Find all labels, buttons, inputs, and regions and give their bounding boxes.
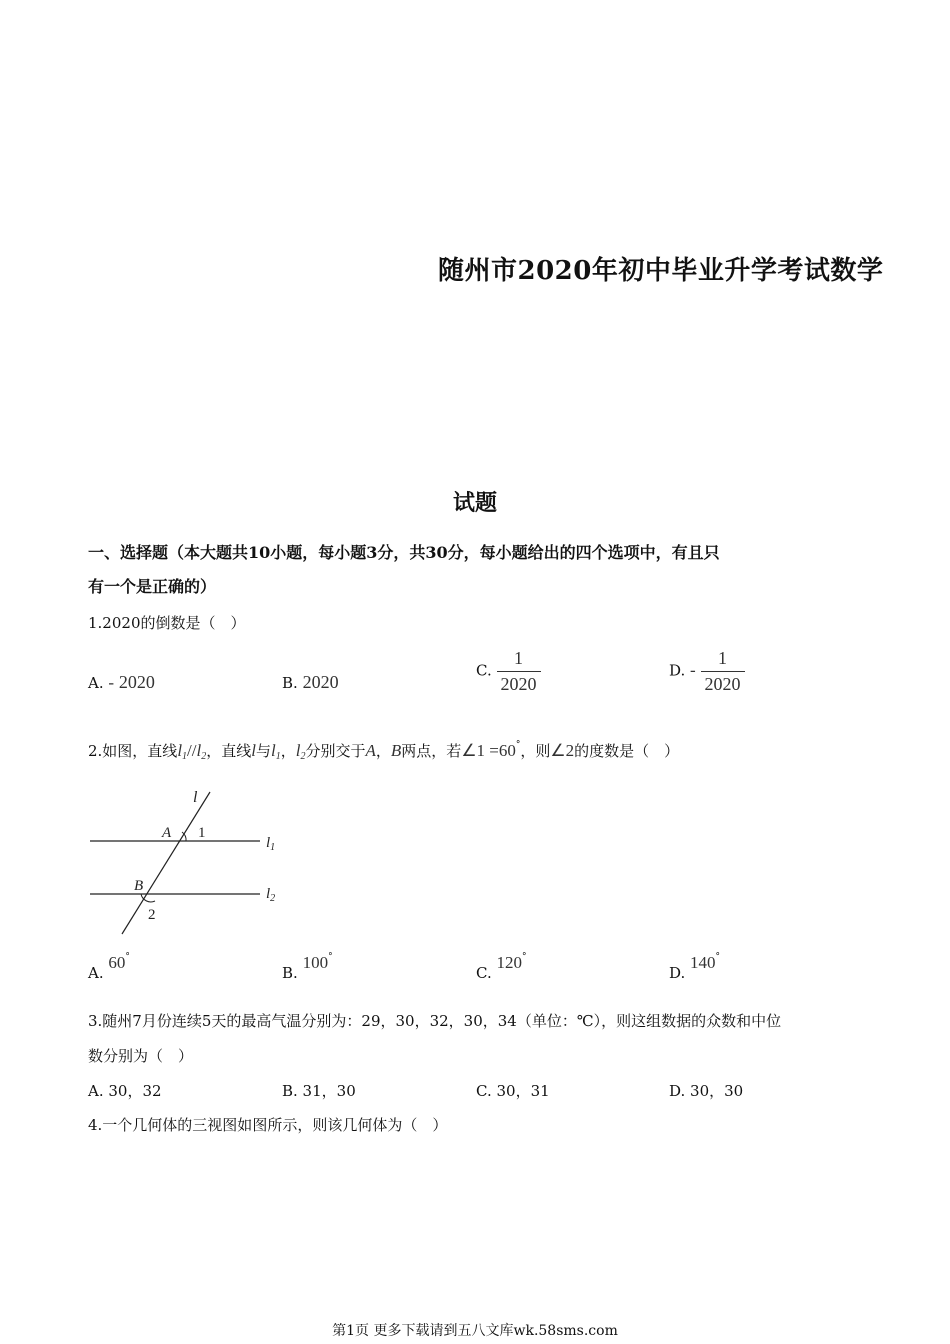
section-heading-line1: 一、选择题（本大题共10小题，每小题3分，共30分，每小题给出的四个选项中，有且只 — [88, 543, 720, 562]
label-b: B — [134, 878, 144, 894]
label-angle-2: 2 — [148, 907, 156, 923]
degree-symbol: ° — [515, 740, 521, 750]
transversal-line-l — [122, 792, 210, 934]
fraction — [497, 648, 541, 695]
option-value: 140 — [690, 953, 716, 972]
symbol: l — [266, 835, 271, 851]
line-l1-ref — [271, 741, 281, 760]
angle-2-symbol: ∠2 — [550, 741, 575, 760]
line-l1 — [177, 741, 187, 760]
page-footer: 第1页 更多下载请到五八文库wk.58sms.com — [332, 1323, 618, 1339]
numerator: 1 — [718, 648, 727, 668]
symbol: l — [271, 741, 276, 760]
symbol: l — [295, 741, 301, 760]
label-a: A — [162, 825, 172, 841]
q2-option-b — [282, 952, 333, 982]
angle-1-expression: ∠1 =60 — [461, 741, 516, 760]
subscript: 2 — [270, 893, 276, 904]
q2-part: 两点，若 — [401, 742, 462, 760]
q3-option-d: D. 30，30 — [669, 1082, 744, 1100]
option-label: C. — [476, 661, 492, 680]
question-3-line1: 3.随州7月份连续5天的最高气温分别为：29，30，32，30，34（单位：℃），则这组数据的众数和中位 — [88, 1012, 782, 1030]
q1-option-a — [88, 672, 155, 693]
degree-symbol: ° — [125, 952, 130, 962]
q2-part: 与 — [255, 742, 271, 760]
question-3-line2: 数分别为（ ） — [88, 1047, 194, 1065]
q3-option-c: C. 30，31 — [476, 1082, 550, 1100]
option-label: B. — [282, 674, 298, 692]
symbol: l — [196, 741, 202, 760]
degree-symbol: ° — [328, 952, 333, 962]
question-4-text: 4.一个几何体的三视图如图所示，则该几何体为（ ） — [88, 1116, 448, 1134]
denominator: 2020 — [701, 671, 745, 695]
question-2-text — [88, 740, 679, 762]
q2-option-a — [88, 952, 130, 982]
q1-option-c — [476, 648, 541, 695]
q1-option-b — [282, 672, 339, 693]
line-l: l — [251, 741, 256, 760]
section-heading-line2: 有一个是正确的） — [88, 577, 217, 596]
subscript: 1 — [270, 842, 276, 853]
option-label: D. — [669, 661, 686, 680]
subscript: 1 — [275, 751, 281, 762]
option-value: 100 — [302, 953, 329, 972]
q2-option-d — [669, 952, 721, 982]
parallel-symbol: // — [187, 741, 197, 760]
q2-part: 的度数是（ ） — [574, 742, 680, 760]
q2-part: ，则 — [520, 742, 551, 760]
exam-subtitle: 试题 — [452, 490, 497, 516]
option-value: 120 — [496, 953, 522, 972]
q2-figure — [84, 786, 294, 942]
q3-option-a: A. 30，32 — [88, 1082, 162, 1100]
q2-part: ，直线 — [206, 742, 252, 760]
option-label: B. — [282, 964, 298, 982]
subscript: 1 — [182, 751, 188, 762]
label-angle-1: 1 — [198, 825, 206, 841]
option-label: D. — [669, 964, 686, 982]
symbol: l — [177, 741, 183, 760]
denominator: 2020 — [497, 671, 541, 695]
label-l1 — [266, 835, 275, 853]
question-1-text: 1.2020的倒数是（ ） — [88, 614, 246, 632]
exam-title: 随州市2020年初中毕业升学考试数学 — [438, 256, 884, 286]
q2-part: ， — [375, 742, 391, 760]
q2-option-c — [476, 952, 527, 982]
option-label: A. — [88, 674, 104, 692]
option-label: C. — [476, 964, 492, 982]
line-l2 — [197, 741, 207, 760]
point-b: B — [390, 741, 402, 760]
option-value: 2020 — [302, 672, 339, 692]
option-value: 2020 — [118, 672, 155, 692]
q2-part: ， — [280, 742, 296, 760]
degree-symbol: ° — [715, 952, 721, 962]
q1-option-d — [669, 648, 745, 695]
label-l: l — [193, 789, 198, 806]
subscript: 2 — [201, 751, 207, 762]
q2-part: 分别交于 — [305, 742, 366, 760]
label-l2 — [266, 886, 275, 904]
symbol: l — [266, 886, 271, 902]
degree-symbol: ° — [522, 952, 527, 962]
fraction — [701, 648, 745, 695]
option-value: 60 — [108, 953, 126, 972]
option-label: A. — [88, 964, 104, 982]
q3-option-b: B. 31，30 — [282, 1082, 356, 1100]
minus-sign: - — [108, 673, 115, 692]
q2-part: 2.如图，直线 — [88, 742, 178, 760]
subscript: 2 — [300, 751, 306, 762]
point-a: A — [365, 741, 376, 760]
numerator: 1 — [514, 648, 523, 668]
minus-sign: - — [690, 660, 696, 680]
